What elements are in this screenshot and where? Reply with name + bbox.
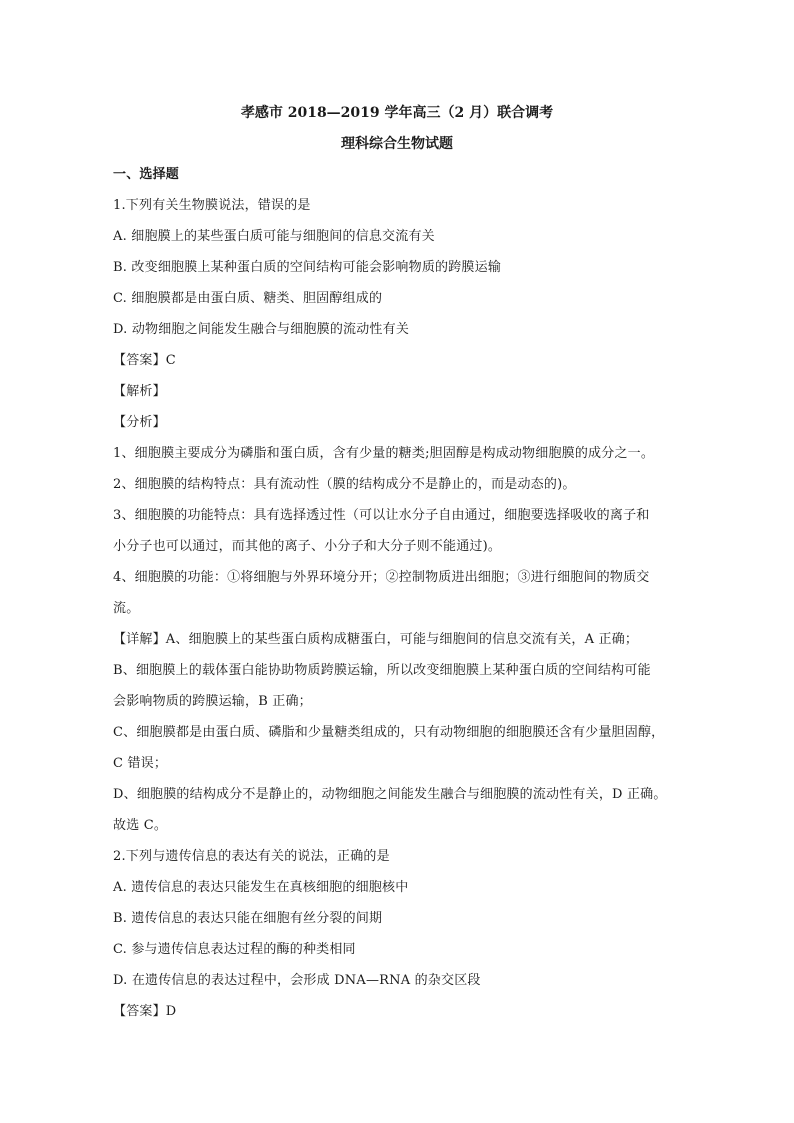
question-1-stem: 1.下列有关生物膜说法，错误的是 [113,198,311,213]
fenxi-line: 流。 [113,601,140,616]
fenxi-line: 3、细胞膜的功能特点：具有选择透过性（可以让水分子自由通过，细胞要选择吸收的离子和 [113,508,650,523]
fenxi-line: 2、细胞膜的结构特点：具有流动性（膜的结构成分不是静止的，而是动态的)。 [113,477,576,492]
question-1-analysis-heading: 【解析】 [113,384,166,399]
question-2-answer: 【答案】D [113,1004,177,1019]
question-1-option-d: D. 动物细胞之间能发生融合与细胞膜的流动性有关 [113,322,410,337]
fenxi-line: 1、细胞膜主要成分为磷脂和蛋白质，含有少量的糖类;胆固醇是构成动物细胞膜的成分之一。 [113,446,655,461]
detail-line: 【详解】A、细胞膜上的某些蛋白质构成糖蛋白，可能与细胞间的信息交流有关，A 正确； [113,632,639,647]
question-1-fenxi-heading: 【分析】 [113,415,166,430]
question-2-option-c: C. 参与遗传信息表达过程的酶的种类相同 [113,942,356,957]
question-2-stem: 2.下列与遗传信息的表达有关的说法，正确的是 [113,849,390,864]
question-1-answer: 【答案】C [113,353,176,368]
document-subtitle: 理科综合生物试题 [341,136,453,152]
question-1-option-a: A. 细胞膜上的某些蛋白质可能与细胞间的信息交流有关 [113,229,435,244]
question-2-option-a: A. 遗传信息的表达只能发生在真核细胞的细胞核中 [113,880,409,895]
section-heading: 一、选择题 [113,167,180,182]
question-1-option-b: B. 改变细胞膜上某种蛋白质的空间结构可能会影响物质的跨膜运输 [113,260,502,275]
detail-line: C 错误； [113,756,168,771]
question-2-option-d: D. 在遗传信息的表达过程中，会形成 DNA—RNA 的杂交区段 [113,973,481,988]
detail-line: C、细胞膜都是由蛋白质、磷脂和少量糖类组成的，只有动物细胞的细胞膜还含有少量胆固醇， [113,725,665,740]
document-title: 孝感市 2018—2019 学年高三（2 月）联合调考 [240,105,554,121]
detail-line: D、细胞膜的结构成分不是静止的，动物细胞之间能发生融合与细胞膜的流动性有关，D 正确。 [113,787,667,802]
question-1-option-c: C. 细胞膜都是由蛋白质、糖类、胆固醇组成的 [113,291,383,306]
fenxi-line: 小分子也可以通过，而其他的离子、小分子和大分子则不能通过)。 [113,539,502,554]
detail-line: 故选 C。 [113,818,168,833]
detail-line: 会影响物质的跨膜运输，B 正确； [113,694,312,709]
question-2-option-b: B. 遗传信息的表达只能在细胞有丝分裂的间期 [113,911,383,926]
detail-line: B、细胞膜上的载体蛋白能协助物质跨膜运输，所以改变细胞膜上某种蛋白质的空间结构可能 [113,663,651,678]
fenxi-line: 4、细胞膜的功能：①将细胞与外界环境分开；②控制物质进出细胞；③进行细胞间的物质交 [113,570,650,585]
